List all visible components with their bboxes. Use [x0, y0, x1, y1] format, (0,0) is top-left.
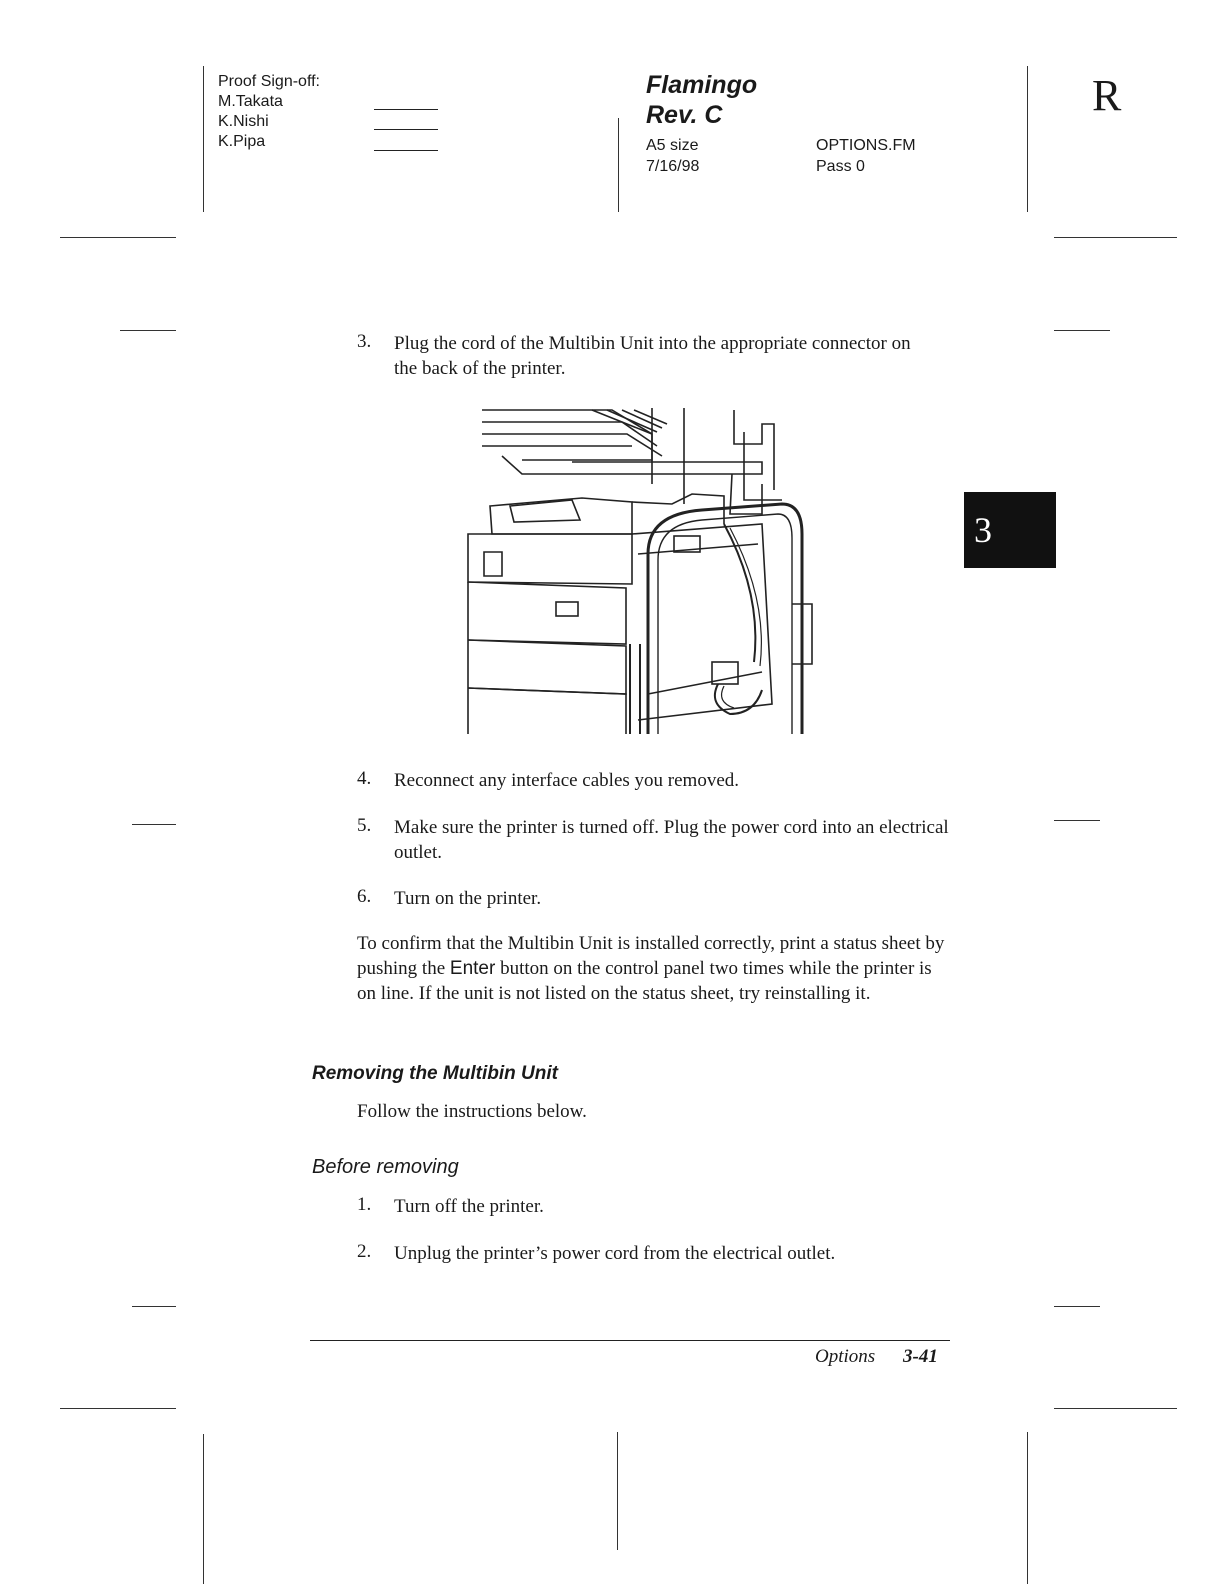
doc-file: OPTIONS.FM	[816, 137, 916, 154]
footer-rule	[310, 1340, 950, 1341]
confirm-text-before: To confirm that the Multibin Unit is installed correctly, print a status sheet by pushing the	[357, 933, 945, 979]
step-text: Plug the cord of the Multibin Unit into the appropriate connector on the back of the printer.	[394, 333, 911, 379]
printer-illustration	[462, 404, 822, 738]
confirm-text-after: button on the control panel two times while the printer is on line. If the unit is not listed on the status sheet, try reinstalling it.	[357, 958, 932, 1004]
doc-date: 7/16/98	[646, 158, 700, 175]
proof-signoff	[218, 72, 320, 152]
crop-mark-right-top	[1054, 237, 1177, 238]
proof-label: Proof Sign-off:	[218, 73, 320, 90]
confirm-paragraph	[357, 931, 953, 1006]
step-number: 1.	[357, 1194, 372, 1215]
crop-mark-right-3	[1054, 820, 1100, 821]
crop-mark-right-bottom	[1054, 1408, 1177, 1409]
crop-mark-right-2	[1054, 330, 1110, 331]
frame-line-left-top	[203, 66, 204, 212]
doc-title	[646, 70, 757, 130]
signer-name: M.Takata	[218, 93, 283, 110]
crop-mark-right-4	[1054, 1306, 1100, 1307]
subheading: Before removing	[312, 1156, 459, 1178]
step-text: Turn on the printer.	[394, 888, 542, 909]
step-text: Make sure the printer is turned off. Plug the power cord into an electrical outlet.	[394, 817, 949, 863]
section-intro: Follow the instructions below.	[357, 1101, 587, 1122]
frame-line-right-bottom	[1027, 1432, 1028, 1584]
step-number: 5.	[357, 815, 372, 836]
step-text: Reconnect any interface cables you removed.	[394, 770, 740, 791]
crop-mark-left-4	[132, 1306, 176, 1307]
frame-line-right-top	[1027, 66, 1028, 212]
signer-name: K.Pipa	[218, 133, 266, 150]
doc-pass: Pass 0	[816, 158, 865, 175]
step-text: Turn off the printer.	[394, 1196, 544, 1217]
step-text: Unplug the printer’s power cord from the electrical outlet.	[394, 1243, 836, 1264]
crop-mark-left-bottom	[60, 1408, 176, 1409]
crop-mark-left-2	[120, 330, 176, 331]
step-number: 3.	[357, 331, 372, 352]
enter-button-label: Enter	[449, 958, 496, 979]
footer-page-number: 3-41	[903, 1346, 938, 1367]
doc-title-line2: Rev. C	[646, 101, 723, 129]
frame-line-left-bottom	[203, 1434, 204, 1584]
step-number: 2.	[357, 1241, 372, 1262]
doc-size: A5 size	[646, 137, 699, 154]
footer-section: Options	[815, 1346, 876, 1367]
doc-title-line1: Flamingo	[646, 71, 758, 99]
signature-line	[374, 150, 438, 151]
doc-meta-left	[646, 135, 699, 177]
frame-line-center-top	[618, 118, 619, 212]
chapter-tab: 3	[964, 492, 1056, 568]
doc-meta-right	[816, 135, 916, 177]
crop-mark-left-top	[60, 237, 176, 238]
step-number: 4.	[357, 768, 372, 789]
step-number: 6.	[357, 886, 372, 907]
signature-line	[374, 109, 438, 110]
crop-mark-left-3	[132, 824, 176, 825]
frame-line-center-bottom	[617, 1432, 618, 1550]
section-heading: Removing the Multibin Unit	[312, 1063, 558, 1084]
signature-line	[374, 129, 438, 130]
signer-name: K.Nishi	[218, 113, 269, 130]
corner-letter: R	[1092, 71, 1122, 120]
